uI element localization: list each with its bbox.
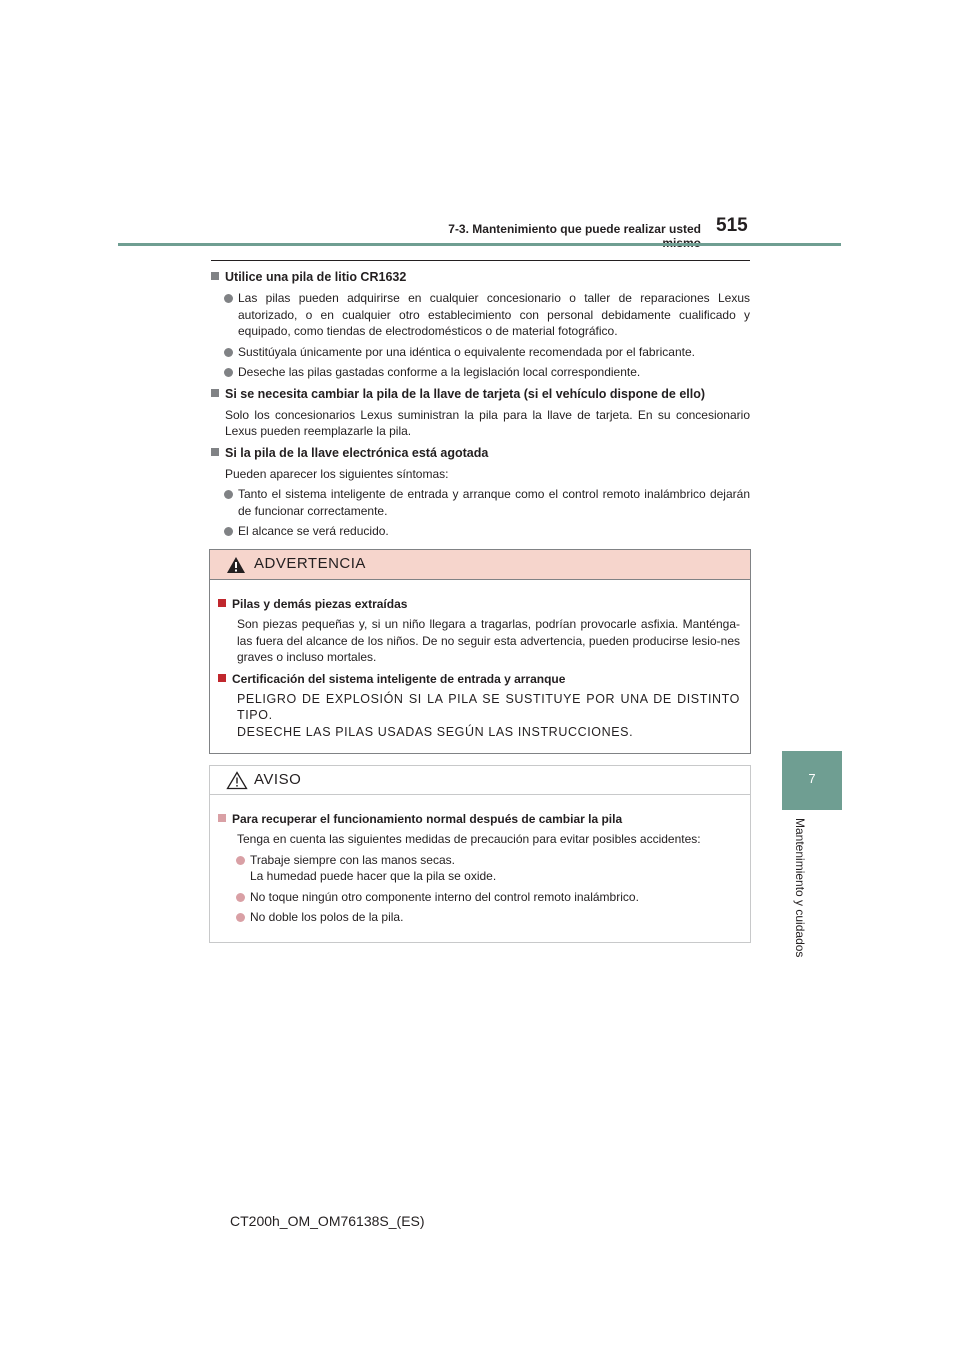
section-text: Solo los concesionarios Lexus suministran la pila para la llave de tarjeta. En su concesionario Lexus pueden reemplazarle la pila. xyxy=(225,407,750,438)
list-item: El alcance se verá reducido. xyxy=(238,523,750,540)
round-bullet-icon xyxy=(224,348,233,357)
square-bullet-icon xyxy=(211,448,219,456)
section-title: 7-3. Mantenimiento que puede realizar usted xyxy=(448,222,701,236)
list-item: Trabaje siempre con las manos secas. La humedad puede hacer que la pila se oxide. xyxy=(250,852,740,885)
notice-box xyxy=(209,765,751,943)
notice-title: AVISO xyxy=(254,771,302,788)
section-heading: Utilice una pila de litio CR1632 xyxy=(211,268,750,287)
round-bullet-icon xyxy=(236,893,245,902)
notice-text: Tenga en cuenta las siguientes medidas de precaución para evitar posibles accidentes: xyxy=(237,832,701,846)
caution-triangle-outline-icon xyxy=(226,771,248,790)
square-bullet-icon xyxy=(218,674,226,682)
section-heading: Si la pila de la llave electrónica está agotada xyxy=(211,444,750,463)
round-bullet-icon xyxy=(236,856,245,865)
warning-item-text: PELIGRO DE EXPLOSIÓN SI LA PILA SE SUSTITUYE POR UNA DE DISTINTO TIPO. DESECHE LAS PILAS USADAS SEGÚN LAS INSTRUCCIONES. xyxy=(237,691,740,739)
warning-item-text: Son piezas pequeñas y, si un niño llegara a tragarlas, podrían provocarle asfixia. Manténga-las fuera del alcance de los niños. De no seguir esta advertencia, pueden producirse lesio-nes graves o incluso mortales. xyxy=(237,617,740,664)
round-bullet-icon xyxy=(224,490,233,499)
main-content xyxy=(211,268,750,544)
round-bullet-icon xyxy=(236,913,245,922)
list-item: Sustitúyala únicamente por una idéntica o equivalente recomendada por el fabricante. xyxy=(238,344,750,361)
warning-body xyxy=(210,580,750,740)
content-top-rule xyxy=(211,260,750,261)
warning-triangle-icon xyxy=(226,556,246,574)
chapter-number: 7 xyxy=(808,771,816,786)
list-item: Las pilas pueden adquirirse en cualquier concesionario o taller de reparaciones Lexus autorizado, o en cualquier otro establecimiento con personal debidamente cualificado y equipado, como tiendas de electrodomésticos o de material fotográfico. xyxy=(238,290,750,340)
page-number: 515 xyxy=(716,215,748,236)
notice-header xyxy=(210,766,750,795)
notice-heading: Para recuperar el funcionamiento normal después de cambiar la pila xyxy=(218,810,740,828)
document-code: CT200h_OM_OM76138S_(ES) xyxy=(230,1213,425,1229)
round-bullet-icon xyxy=(224,368,233,377)
warning-item-heading: Certificación del sistema inteligente de entrada y arranque xyxy=(218,670,740,688)
warning-title: ADVERTENCIA xyxy=(254,555,366,572)
list-item: No doble los polos de la pila. xyxy=(250,909,740,926)
round-bullet-icon xyxy=(224,527,233,536)
square-bullet-icon xyxy=(218,814,226,822)
chapter-side-title: Mantenimiento y cuidados xyxy=(793,818,807,958)
round-bullet-icon xyxy=(224,294,233,303)
header-rule xyxy=(118,243,841,246)
warning-header xyxy=(210,550,750,580)
chapter-tab[interactable] xyxy=(782,751,842,810)
list-item: Tanto el sistema inteligente de entrada y arranque como el control remoto inalámbrico dejarán de funcionar correctamente. xyxy=(238,486,750,519)
square-bullet-icon xyxy=(218,599,226,607)
square-bullet-icon xyxy=(211,389,219,397)
list-item: No toque ningún otro componente interno del control remoto inalámbrico. xyxy=(250,889,740,906)
square-bullet-icon xyxy=(211,272,219,280)
warning-item-heading: Pilas y demás piezas extraídas xyxy=(218,595,740,613)
list-item: Deseche las pilas gastadas conforme a la legislación local correspondiente. xyxy=(238,364,750,381)
notice-body xyxy=(210,795,750,926)
warning-box xyxy=(209,549,751,754)
section-heading: Si se necesita cambiar la pila de la llave de tarjeta (si el vehículo dispone de ello) xyxy=(211,385,750,404)
section-text: Pueden aparecer los siguientes síntomas: xyxy=(225,466,449,481)
